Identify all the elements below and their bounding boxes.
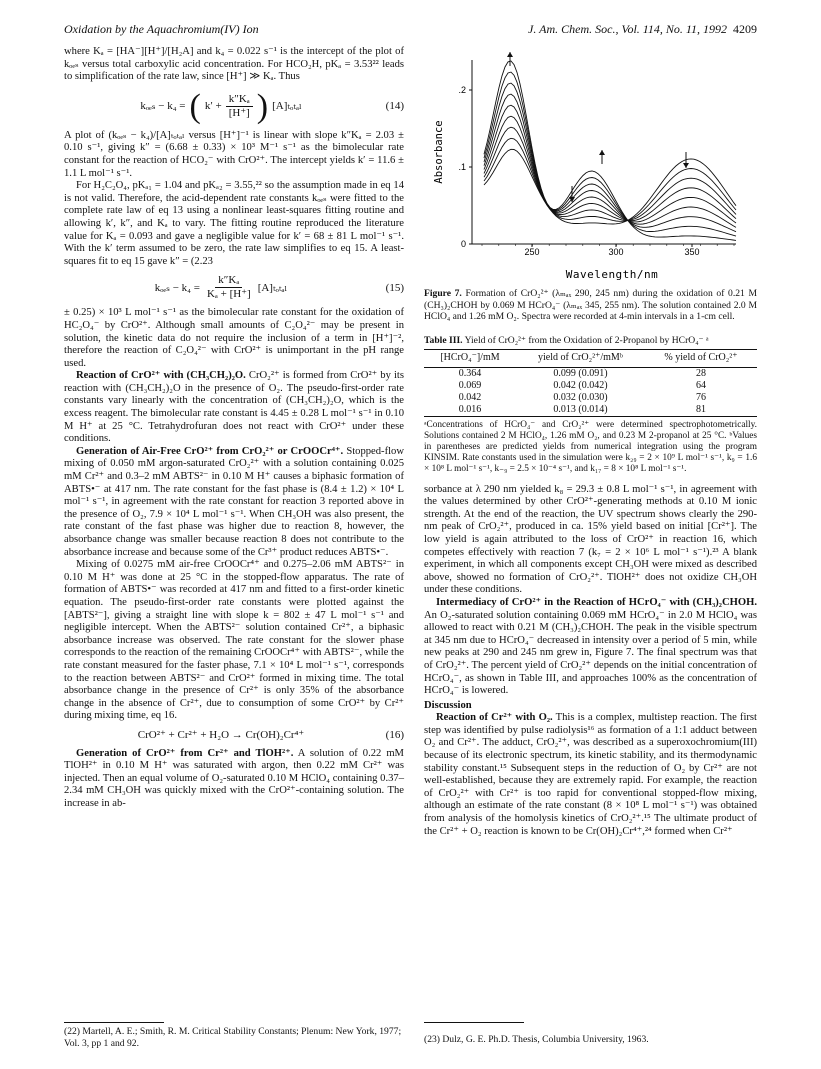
paragraph: Reaction of CrO²⁺ with (CH₃CH₂)₂O. CrO₂²⁺ is formed from CrO²⁺ by its reaction with (CH₃CH₂)₂O in the presence of O₂. The pseudo-first-order rate constants vary linearly with the concentration of (CH₃CH₂)₂O, which is the excess reagent. The bimolecular rate constant is 4.45 ± 0.28 L mol⁻¹ s⁻¹ in 0.10 M H⁺ at 25 °C. Tetrahydrofuran does not react with CrO²⁺ under these conditions. [64,370,404,445]
spectrum-curve [484,61,736,240]
table-row: 0.069 0.042 (0.042) 64 [458,379,706,391]
run-in-heading: Intermediacy of CrO²⁺ in the Reaction of HCrO₄⁻ with (CH₃)₂CHOH. [436,596,757,608]
paragraph: Reaction of Cr²⁺ with O₂. This is a complex, multistep reaction. The first step was identified by pulse radiolysis¹⁶ as formation of a 1:1 adduct between O₂ and Cr²⁺. The adduct, CrO₂²⁺, was described as a superoxochromium(III) because of its electronic spectrum, its kinetic stability, and its thermodynamic stability constant.¹⁵ Subsequent steps in the reduction of O₂ by Cr²⁺ are not well-established, because they are extremely rapid. For example, the reaction of CrO₂²⁺ with Cr²⁺ is too rapid for conventional stopped-flow mixing, although an estimate of the rate constant (8 × 10⁸ L mol⁻¹ s⁻¹) was obtained from analysis of the homolysis kinetics of CrO₂²⁺.¹⁵ The ultimate product of the Cr²⁺ + O₂ reaction is known to be Cr(OH)₂Cr⁴⁺,²⁴ formed when Cr²⁺ [424,712,757,837]
footnote-23: (23) Dulz, G. E. Ph.D. Thesis, Columbia University, 1963. [424,1034,649,1045]
y-tick-label: .1 [458,162,466,172]
x-tick-label: 250 [524,247,540,257]
paragraph: A plot of (kₒₑₛ − k₄)/[A]ₜₒₜₐₗ versus [H⁺]⁻¹ is linear with slope k″Kₐ = 2.03 ± 0.10 s⁻¹, giving k″ = (6.68 ± 0.33) × 10³ M⁻¹ s⁻¹ as the bimolecular rate constant for the reaction of HCO₂⁻ with CrO²⁺. The intercept yields k′ = 11.6 ± 1.1 L mol⁻¹ s⁻¹. [64,129,404,179]
table-row: 0.042 0.032 (0.030) 76 [458,391,706,403]
absorbance-spectra-plot [424,46,757,282]
eq14-lhs: kₒₑₛ − k₄ = [140,100,186,113]
spectrum-curve [484,127,736,220]
paragraph: Generation of CrO²⁺ from Cr²⁺ and TlOH²⁺. A solution of 0.22 mM TlOH²⁺ in 0.10 M H⁺ was saturated with argon, then 0.22 mM Cr²⁺ was injected. Then an equal volume of O₂-saturated 0.10 M HClO₄ containing 0.37–2.34 mM CH₃OH was quickly mixed with the CrO²⁺-containing solution. The increase in ab- [64,747,404,809]
paragraph: Mixing of 0.0275 mM air-free CrOOCr⁴⁺ and 0.275–2.06 mM ABTS²⁻ in 0.10 M H⁺ was done at 25 °C in the stopped-flow apparatus. The rate of formation of ABTS•⁻ was recorded at 417 nm and fitted to a first-order kinetic equation. The pseudo-first-order rate constants were plotted against the [ABTS²⁻], giving a straight line with slope k = 802 ± 47 L mol⁻¹ s⁻¹ and negligible intercept. When the ABTS²⁻ solution contained Cr²⁺, a biphasic absorbance increase was observed. The rate constant for the slower phase corresponds to the reaction of the remaining CrOOCr⁴⁺ with ABTS²⁻, while the rate constant measured for the faster phase, 7.1 × 10⁴ L mol⁻¹ s⁻¹, corresponds to the reaction between ABTS²⁻ and CrO²⁺ formed in mixing time. The total absorbance change in the presence of Cr²⁺ is only 35% of the absorbance change in the absence of Cr²⁺, due to consumption of some CrO²⁺ by Cr²⁺ during mixing time, eq 16. [64,559,404,722]
eq14-fraction: $\frac{\text{k″Kₐ}}{[H^+]}$ [226,93,253,120]
equation-number: (15) [385,281,404,294]
equation-number: (14) [385,100,404,113]
footnote-22: (22) Martell, A. E.; Smith, R. M. Critical Stability Constants; Plenum: New York, 1977; Vol. 3, pp 1 and 92. [64,1026,402,1049]
y-tick-label: .2 [458,85,466,95]
paragraph: Intermediacy of CrO²⁺ in the Reaction of HCrO₄⁻ with (CH₃)₂CHOH. An O₂-saturated solution containing 0.069 mM HCrO₄⁻ in 2.0 M HClO₄ was allowed to react with 0.21 M (CH₃)₂CHOH. The peak in the visible spectrum at 345 nm due to HCrO₄⁻ decreased in intensity over a period of 5 min, while new peaks at 290 and 245 nm grew in, Figure 7. The final spectrum was that of CrO₂²⁺. The percent yield of CrO₂²⁺ depends on the initial concentration of HCrO₄⁻, as shown in Table III, and approaches 100% as the concentration of HCrO₄⁻ is lowered. [424,596,757,697]
table-row: 0.016 0.013 (0.014) 81 [424,404,757,417]
run-in-heading: Generation of Air-Free CrO²⁺ from CrO₂²⁺ or CrOOCr⁴⁺. [76,445,344,457]
column-header: % yield of CrO₂²⁺ [645,350,757,368]
equation-16: CrO²⁺ + Cr²⁺ + H₂O → Cr(OH)₂Cr⁴⁺ (16) [137,728,404,741]
page-number: 4209 [733,22,757,36]
x-axis-label: Wavelength/nm [565,268,659,281]
yield-table [424,349,757,417]
x-tick-label: 350 [684,247,700,257]
y-tick-label: 0 [460,239,466,249]
run-in-heading: Reaction of CrO²⁺ with (CH₃CH₂)₂O. [76,370,246,382]
spectrum-curve [484,105,736,223]
footnote-rule [424,1022,524,1023]
arrow-up-head [599,150,605,155]
spectrum-curve [484,116,736,220]
spectrum-curve [484,149,736,224]
arrow-down-head [683,163,689,168]
eq15-fraction: $\frac{\text{k″Kₐ}}{\text{Kₐ + [H⁺]}}$ [206,274,251,301]
table-header-row [424,350,757,368]
paragraph: where Kₐ = [HA⁻][H⁺]/[H₂A] and k₄ = 0.022 s⁻¹ is the intercept of the plot of kₒₑₛ versus total carboxylic acid concentration. For HCO₂H, pKₐ = 3.53²² leads to simplification of the rate law, since [H⁺] ≫ Kₐ. Thus [64,46,404,83]
section-heading: Discussion [424,699,472,711]
spectra-group [433,52,736,281]
eq14-kprime: k′ + [204,100,222,113]
figure-caption: Figure 7. Formation of CrO₂²⁺ (λₘₐₓ 290, 245 nm) during the oxidation of 0.21 M (CH₃)₂CHOH by 0.069 M HCrO₄⁻ (λₘₐₓ 345, 255 nm). The solution contained 2.0 M HClO₄ and 1.26 mM O₂. Spectra were recorded at 4-min intervals in a 1-cm cell. [424,288,757,322]
right-column [424,46,757,838]
header-journal [528,22,757,37]
eq14-rhs: [A]ₜₒₜₐₗ [272,100,302,113]
header-citation: J. Am. Chem. Soc., Vol. 114, No. 11, 1992 [528,22,727,36]
table-footnote: ᵃConcentrations of HCrO₄⁻ and CrO₂²⁺ were determined spectrophotometrically. Solutions contained 2 M HClO₄, 1.26 mM O₂, and 0.23 M 2-propanol at 25 °C. ᵇValues in parentheses are predicted yields from numerical integration using the program KINSIM. Rate constants used in the simulation were k₂₉ = 2 × 10⁹ L mol⁻¹ s⁻¹, k₉ = 1.6 × 10⁸ L mol⁻¹ s⁻¹, k₋₉ = 2.5 × 10⁻⁴ s⁻¹, and k₁₇ = 8 × 10⁸ L mol⁻¹ s⁻¹. [424,419,757,475]
figure-7 [424,46,757,282]
run-in-heading: Reaction of Cr²⁺ with O₂. [436,712,553,724]
paragraph: For H₂C₂O₄, pKₐ₁ = 1.04 and pKₐ₂ = 3.55,²² so the assumption made in eq 14 is not valid. Therefore, the acid-dependent rate constants kₒₑₛ were fitted to the complete rate law of eq 13 using a nonlinear least-squares fitting routine and allowing k′, k″, and Kₐ to vary. The fitting routine reproduced the literature value for Kₐ = 0.093 and gave a negligible value for k′ = 68 ± 81 L mol⁻¹ s⁻¹. With the k′ term assumed to be zero, the rate law simplifies to eq 15. A least-squares fit to eq 15 gave k″ = (2.23 [64,180,404,267]
eq15-lhs: kₒₑₛ − k₄ = [154,281,200,294]
footnote-rule [64,1022,164,1023]
header-title: Oxidation by the Aquachromium(IV) Ion [64,22,259,36]
run-in-heading: Generation of CrO²⁺ from Cr²⁺ and TlOH²⁺. [76,747,294,759]
arrow-up-head [507,52,513,57]
y-axis-label: Absorbance [433,120,445,184]
table-title: Table III. Yield of CrO₂²⁺ from the Oxidation of 2-Propanol by HCrO₄⁻ ᵃ [424,334,709,346]
equation-14: kₒₑₛ − k₄ = ( k′ + $\frac{\text{k″Kₐ}}{[H^+]}$ ) [A]ₜₒₜₐₗ (14) [140,87,404,125]
left-column [64,46,404,810]
column-header: [HCrO₄⁻]/mM [424,350,516,368]
eq15-rhs: [A]ₜₒₜₐₗ [257,281,288,294]
equation-number: (16) [385,728,404,741]
running-header [64,22,757,40]
equation-15 [64,274,404,301]
column-header: yield of CrO₂²⁺/mMᵇ [516,350,645,368]
table-row: 0.364 0.099 (0.091) 28 [458,367,706,379]
paragraph: sorbance at λ 290 nm yielded k₈ = 29.3 ± 0.8 L mol⁻¹ s⁻¹, in agreement with the values determined by other CrO²⁺-generating methods at 0.10 M ionic strength. At the end of the reaction, the UV spectrum shows clearly the 290-nm peak of CrO₂²⁺, produced in ca. 15% yield based on initial [Cr²⁺]. The low yield is again attributed to the loss of CrO²⁺ in reaction 16, which competes effectively with reaction 7 (k₇ = 2 × 10⁶ L mol⁻¹ s⁻¹).²³ A blank experiment, in which all components except CH₃OH were mixed as described above, showed no formation of CrO₂²⁺. TlOH²⁺ does not oxidize CH₃OH under these conditions. [424,483,757,596]
x-tick-label: 300 [608,247,624,257]
paragraph: ± 0.25) × 10³ L mol⁻¹ s⁻¹ as the bimolecular rate constant for the oxidation of HC₂O₄⁻ by CrO²⁺. Although small amounts of C₂O₄²⁻ may be present in solution, the kinetic data do not require the inclusion of a term in [H⁺]⁻², therefore the reaction of C₂O₄²⁻ with CrO²⁺ is unimportant in the pH range used. [64,307,404,369]
paragraph: Generation of Air-Free CrO²⁺ from CrO₂²⁺ or CrOOCr⁴⁺. Stopped-flow mixing of 0.050 mM argon-saturated CrO₂²⁺ with a solution containing 0.025 mM Cr²⁺ and 0.3–2 mM ABTS²⁻ in 0.10 M H⁺ causes a biphasic formation of ABTS•⁻ at 417 nm. The rate constant for the fast phase is (8.4 ± 1.2) × 10⁴ L mol⁻¹ s⁻¹, in agreement with the rate constant for reaction 3 reported above in the presence of O₂, 7.9 × 10⁴ L mol⁻¹ s⁻¹. When CH₃OH was also present, the rate constant of the fast phase was higher due to reaction 8, however, the absorbance change was smaller because reaction 8 does not contribute to the absorbance increase and because some of the Cr³⁺ product reduces ABTS•⁻. [64,445,404,558]
